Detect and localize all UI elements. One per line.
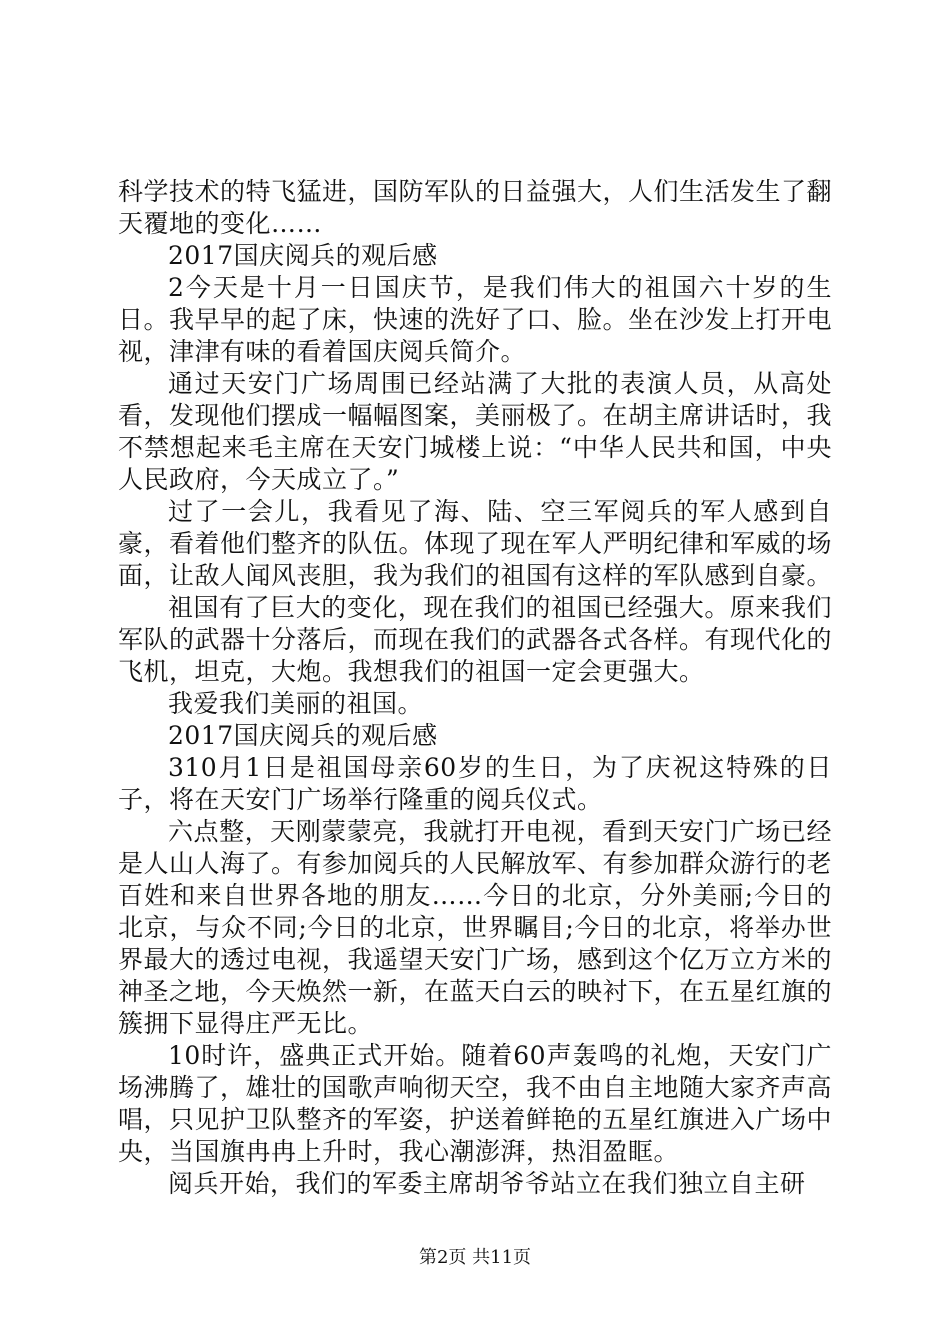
page-number-footer: 第2页 共11页 xyxy=(418,1247,532,1268)
section-title: 2017国庆阅兵的观后感 xyxy=(168,721,438,750)
paragraph: 祖国有了巨大的变化，现在我们的祖国已经强大。原来我们军队的武器十分落后，而现在我们的武器各式各样。有现代化的飞机，坦克，大炮。我想我们的祖国一定会更强大。 xyxy=(118,593,833,686)
section-title: 2017国庆阅兵的观后感 xyxy=(168,241,438,270)
document-body xyxy=(118,176,832,1200)
paragraph: 六点整，天刚蒙蒙亮，我就打开电视，看到天安门广场已经是人山人海了。有参加阅兵的人民解放军、有参加群众游行的老百姓和来自世界各地的朋友……今日的北京，分外美丽;今日的北京，与众不同;今日的北京，世界瞩目;今日的北京，将举办世界最大的透过电视，我遥望天安门广场，感到这个亿万立方米的神圣之地，今天焕然一新，在蓝天白云的映衬下，在五星红旗的簇拥下显得庄严无比。 xyxy=(118,817,833,1038)
paragraph: 科学技术的特飞猛进，国防军队的日益强大，人们生活发生了翻天覆地的变化…… xyxy=(118,177,833,238)
paragraph: 2今天是十月一日国庆节，是我们伟大的祖国六十岁的生日。我早早的起了床，快速的洗好了口、脸。坐在沙发上打开电视，津津有味的看着国庆阅兵简介。 xyxy=(118,273,833,366)
paragraph: 阅兵开始，我们的军委主席胡爷爷站立在我们独立自主研 xyxy=(168,1169,806,1198)
paragraph: 310月1日是祖国母亲60岁的生日，为了庆祝这特殊的日子，将在天安门广场举行隆重的阅兵仪式。 xyxy=(118,753,832,814)
paragraph: 通过天安门广场周围已经站满了大批的表演人员，从高处看，发现他们摆成一幅幅图案，美丽极了。在胡主席讲话时，我不禁想起来毛主席在天安门城楼上说：“中华人民共和国，中央人民政府，今天成立了。” xyxy=(118,369,833,494)
paragraph: 过了一会儿，我看见了海、陆、空三军阅兵的军人感到自豪，看着他们整齐的队伍。体现了现在军人严明纪律和军威的场面，让敌人闻风丧胆，我为我们的祖国有这样的军队感到自豪。 xyxy=(118,497,833,590)
paragraph: 我爱我们美丽的祖国。 xyxy=(168,689,424,718)
paragraph: 10时许，盛典正式开始。随着60声轰鸣的礼炮，天安门广场沸腾了，雄壮的国歌声响彻天空，我不由自主地随大家齐声高唱，只见护卫队整齐的军姿，护送着鲜艳的五星红旗进入广场中央，当国旗冉冉上升时，我心潮澎湃，热泪盈眶。 xyxy=(118,1041,833,1166)
